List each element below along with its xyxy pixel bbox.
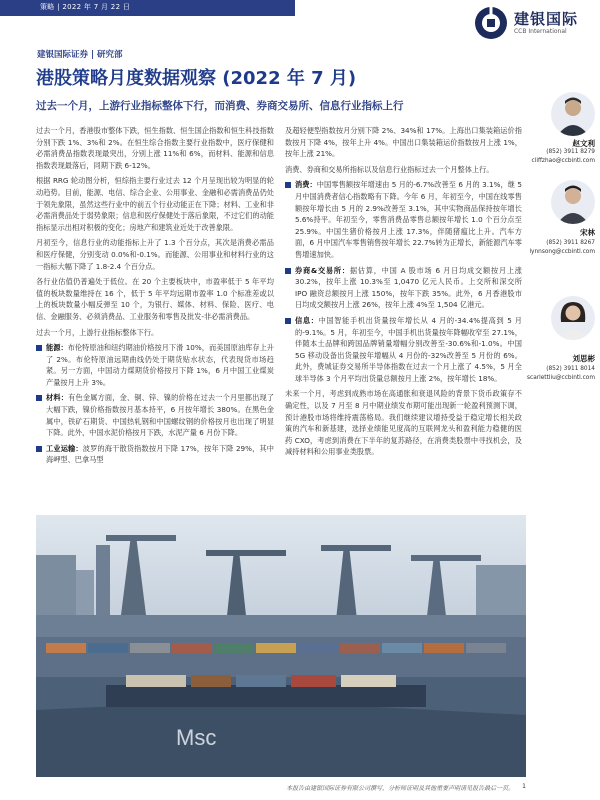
bullet-label: 券商&交易所： — [295, 265, 350, 275]
bullet-text: 布伦特原油和纽约期油价格按月下滑 10%，而美国原油库存上升了 2%。布伦特原油远期曲线仍处于期货贴水状态，代表现货市场趋紧。另一方面，中国动力煤期货价格按月下降 1%，6 月中国工业煤炭产量按月上升 3%。 — [46, 343, 274, 387]
analyst-name: 宋林 — [580, 228, 595, 237]
bullet-label: 工业运输： — [46, 443, 83, 453]
bullet-text: 有色金属方面，金、铜、锌、镍的价格在过去一个月里都出现了大幅下跌，镍价格指数按月基本持平，6 月按年增长 380%。在黑色金属中，铁矿石期货、中国热轧钢和中国螺纹钢的价格按月也出现了明显下降。此外，中国水泥价格按月下跌，水泥产量 6 月份下降。 — [46, 393, 274, 438]
avatar — [551, 180, 595, 224]
paragraph-momentum: 月初至今，信息行业的动能指标上升了 1.3 个百分点，其次是消费必需品和医疗保健，分别变动 0.0%和-0.1%。而能源、公用事业和材料行业的这一指标大幅下降了 1.8-2.4 个百分点。 — [36, 238, 274, 271]
bullet-text: 波罗的海干散货指数按月下降 17%，按年下降 29%，其中海岬型、巴拿马型 — [46, 443, 274, 465]
container-port-photo — [36, 515, 526, 777]
bullet-consumption — [285, 179, 522, 260]
bullet-information — [285, 315, 522, 385]
analyst-phone: (852) 3911 8279 — [546, 149, 595, 155]
bullet-materials — [36, 392, 274, 438]
right-column — [285, 125, 522, 462]
paragraph-rrg: 根据 RRG 轮动图分析，恒综指主要行业过去 12 个月呈现出较为明显的轮动趋势。目前，能源、电信、综合企业、公用事业、金融和必需消费品仍处于领先象限，虽然这些行业中的前五个行业动能正在下降；材料、工业和非必需消费品处于弱势象限；信息和医疗保健处于落后象限，不过它们的动能指标显示出相对积极的变化；房地产和建筑业近处于改善象限。 — [36, 176, 274, 232]
bullet-label: 能源： — [46, 343, 68, 353]
top-bar — [0, 0, 600, 46]
analyst-name: 赵文利 — [572, 139, 595, 148]
footer-disclaimer: 本报告由建银国际证券有限公司撰写，分析师证明及其他重要声明请见报告最后一页。 — [286, 785, 515, 792]
analyst-email[interactable]: cliffzhao@ccbintl.com — [531, 158, 595, 164]
bullet-text: 据估算，中国 A 股市场 6 月日均成交额按月上涨 30.2%，按年上涨 10.3%至 1,0470 亿元人民币。上交所和深交所 IPO 融资总额按月上涨 150%，按年下跌 35%。此外，6 月香港股市日均成交额按月上涨 26%，按年上涨 4%至 1,504 亿港元。 — [295, 265, 522, 310]
analyst-name: 刘思彬 — [572, 354, 595, 363]
bullet-brokers — [285, 265, 522, 311]
analyst-phone: (852) 3911 8014 — [546, 366, 595, 372]
ccb-logo-icon — [474, 6, 508, 40]
paragraph-market: 过去一个月，香港股市整体下跌，恒生指数、恒生国企指数和恒生科技指数分别下跌 1%、3%和 2%。在恒生综合指数主要行业指数中，医疗保健和必需消费品指数表现最突出，分别上涨 11%和 6%，而材料、能源和信息指数表现最落后，同期下跌 6-12%。 — [36, 126, 274, 170]
ccb-logo — [474, 6, 578, 40]
bullet-marker-icon — [36, 345, 42, 351]
bullet-label: 消费： — [295, 180, 317, 190]
avatar — [551, 92, 595, 136]
logo-chinese: 建银国际 — [513, 9, 578, 28]
left-column — [36, 125, 274, 470]
page-title: 港股策略月度数据观察 (2022 年 7 月) — [36, 68, 357, 89]
analyst-email[interactable]: scarlettliu@ccbintl.com — [526, 375, 595, 381]
report-type: 策略 — [40, 3, 55, 11]
paragraph-continuation: 及超轻便型指数按月分别下降 2%、34%和 17%。上海出口集装箱运价指数按月下降 4%，按年上升 4%。中国出口集装箱运价指数按月上涨 1%，按年上涨 21%。 — [285, 126, 522, 159]
bullet-text: 中国智能手机出货量按年增长从 4 月的-34.4%提高到 5 月的-9.1%。5 月，年初至今，中国手机出货量按年降幅收窄至 27.1%，伴随本土品牌和跨国品牌销量增幅分别改善至-30.6%和-1.0%。中国 5G 移动设备出货量按年增幅从 4 月份的-32%改善至 5 月份的 6%。此外，费城证券交易所半导体指数在过去一个月上涨了 4.5%，5 月全球半导体 3 个月平均出货量总额按月上涨 2%，按年增长 18%。 — [295, 315, 522, 383]
bullet-marker-icon — [285, 318, 291, 324]
logo-english: CCB International — [513, 27, 567, 35]
bullet-marker-icon — [36, 446, 42, 452]
report-date: 2022 年 7 月 22 日 — [62, 3, 131, 11]
bullet-marker-icon — [285, 268, 291, 274]
paragraph-upstream: 过去一个月，上游行业指标整体下行。 — [36, 327, 159, 337]
bullet-energy — [36, 342, 274, 388]
analyst-phone: (852) 3911 8267 — [546, 240, 595, 246]
paragraph-intro: 消费、券商和交易所指标以及信息行业指标过去一个月整体上行。 — [285, 164, 494, 174]
bullet-label: 信息： — [295, 315, 319, 325]
analyst-email[interactable]: lynnsong@ccbintl.com — [529, 249, 595, 255]
bullet-label: 材料： — [46, 393, 69, 403]
bullet-text: 中国零售额按年增速由 5 月的-6.7%改善至 6 月的 3.1%，继 5 月中国消费者信心指数略有下降。今年 6 月，年初至今，中国在线零售额按年增长由 5 月的 2.9%改善至 3.1%，其中实物商品保持按年增长 5.6%持平。年初至今，零售消费品零售总额按年增长 1.0 个百分点至 25.9%。中国生猪价格按月上涨 17.3%，伴随猪瘟比上升。汽车方面，6 月中国汽车零售销售按年增长 22.7%转为正增长，新能源汽车零售增速加快。 — [295, 180, 522, 259]
meta-separator: | — [57, 3, 60, 11]
page-footer — [36, 783, 526, 792]
avatar — [551, 296, 595, 340]
department-label: 建银国际证券 | 研究部 — [37, 50, 123, 60]
page-number: 1 — [522, 783, 526, 790]
bullet-marker-icon — [285, 182, 291, 188]
report-meta — [40, 2, 130, 12]
bullet-transport — [36, 443, 274, 466]
bullet-marker-icon — [36, 395, 42, 401]
paragraph-valuation: 各行业估值仍普遍处于低位。在 20 个主要板块中，市盈率低于 5 年平均值的板块数量维持在 16 个，低于 5 年平均远期市盈率 1.0 个标准差或以上的板块数量小幅反弹至 10 个，为银行、媒体、材料、保险、医疗、电信、金融服务、必须消费品、工业服务和零售及批发-非必需消费品。 — [36, 277, 274, 321]
ship-lettering: Msc — [176, 725, 217, 750]
page-subtitle: 过去一个月，上游行业指标整体下行，而消费、券商交易所、信息行业指标上行 — [36, 100, 404, 112]
paragraph-outlook: 未来一个月，考虑到成熟市场在高通胀和衰退风险的背景下货币政策存不确定性，以及 7 月至 8 月中期业绩发布期可能出现新一轮盈利预测下调，预计港股市场将维持震荡格局。我们继续建议增持受益于稳定增长相关政策的汽车和新基建，选择业绩能见度高的互联网龙头和盈利能力稳健的医药 CXO，考虑到消费在下半年的复苏路径，在消费类股票中寻找机会，及减持材料和公用事业类股票。 — [285, 389, 522, 457]
